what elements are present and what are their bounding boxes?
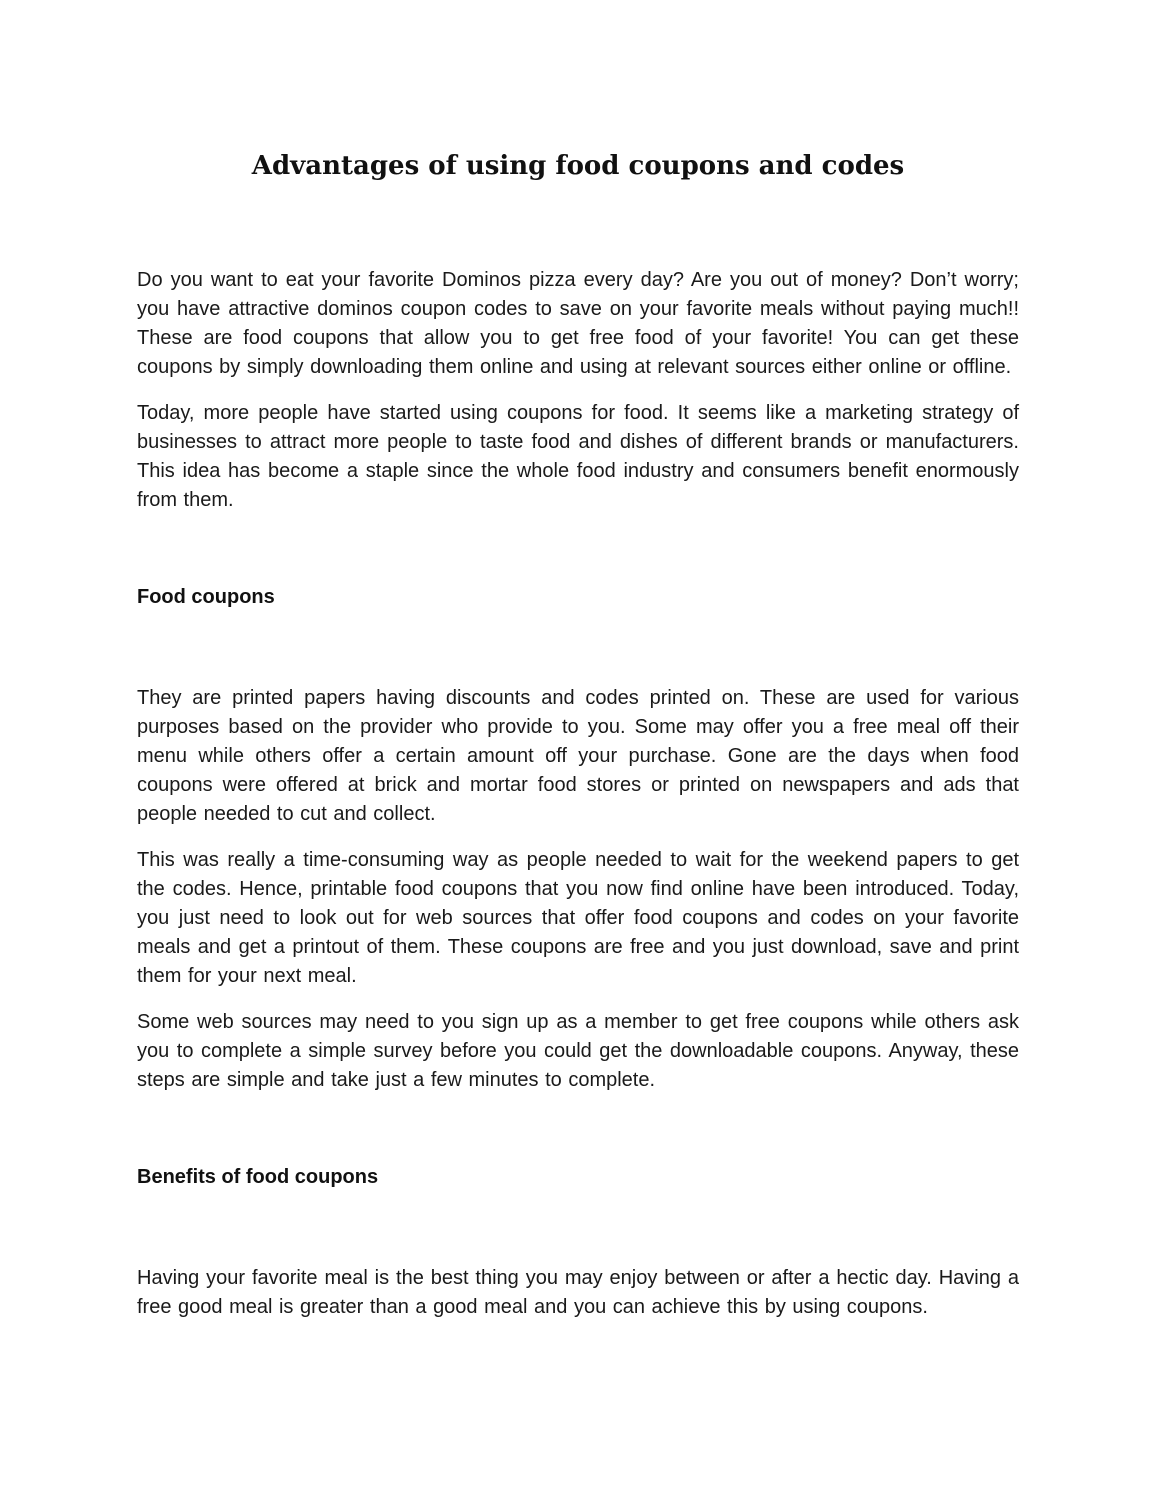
intro-paragraph-1: Do you want to eat your favorite Dominos pizza every day? Are you out of money? Don’t worry; you have attractive dominos coupon codes to save on your favorite meals without paying much!! These are food coupons that allow you to get free food of your favorite! You can get these coupons by simply downloading them online and using at relevant sources either online or offline. (137, 269, 1019, 378)
food-coupons-paragraph-1: They are printed papers having discounts and codes printed on. These are used for various purposes based on the provider who provide to you. Some may offer you a free meal off their menu while others offer a certain amount off your purchase. Gone are the days when food coupons were offered at brick and mortar food stores or printed on newspapers and ads that people needed to cut and collect. (137, 687, 1019, 825)
intro-paragraph-2: Today, more people have started using coupons for food. It seems like a marketing strategy of businesses to attract more people to taste food and dishes of different brands or manufacturers. This idea has become a staple since the whole food industry and consumers benefit enormously from them. (137, 402, 1019, 511)
benefits-paragraph-1: Having your favorite meal is the best thing you may enjoy between or after a hectic day. Having a free good meal is greater than a good meal and you can achieve this by using coupons. (137, 1267, 1019, 1318)
section-heading-food-coupons: Food coupons (137, 586, 275, 608)
section-heading-benefits-of-food-coupons: Benefits of food coupons (137, 1166, 379, 1188)
document-content (0, 148, 1156, 1322)
food-coupons-paragraph-3: Some web sources may need to you sign up as a member to get free coupons while others ask you to complete a simple survey before you could get the downloadable coupons. Anyway, these steps are simple and take just a few minutes to complete. (137, 1011, 1019, 1091)
food-coupons-paragraph-2: This was really a time-consuming way as people needed to wait for the weekend papers to get the codes. Hence, printable food coupons that you now find online have been introduced. Today, you just need to look out for web sources that offer food coupons and codes on your favorite meals and get a printout of them. These coupons are free and you just download, save and print them for your next meal. (137, 849, 1019, 987)
document-title: Advantages of using food coupons and codes (251, 151, 905, 181)
